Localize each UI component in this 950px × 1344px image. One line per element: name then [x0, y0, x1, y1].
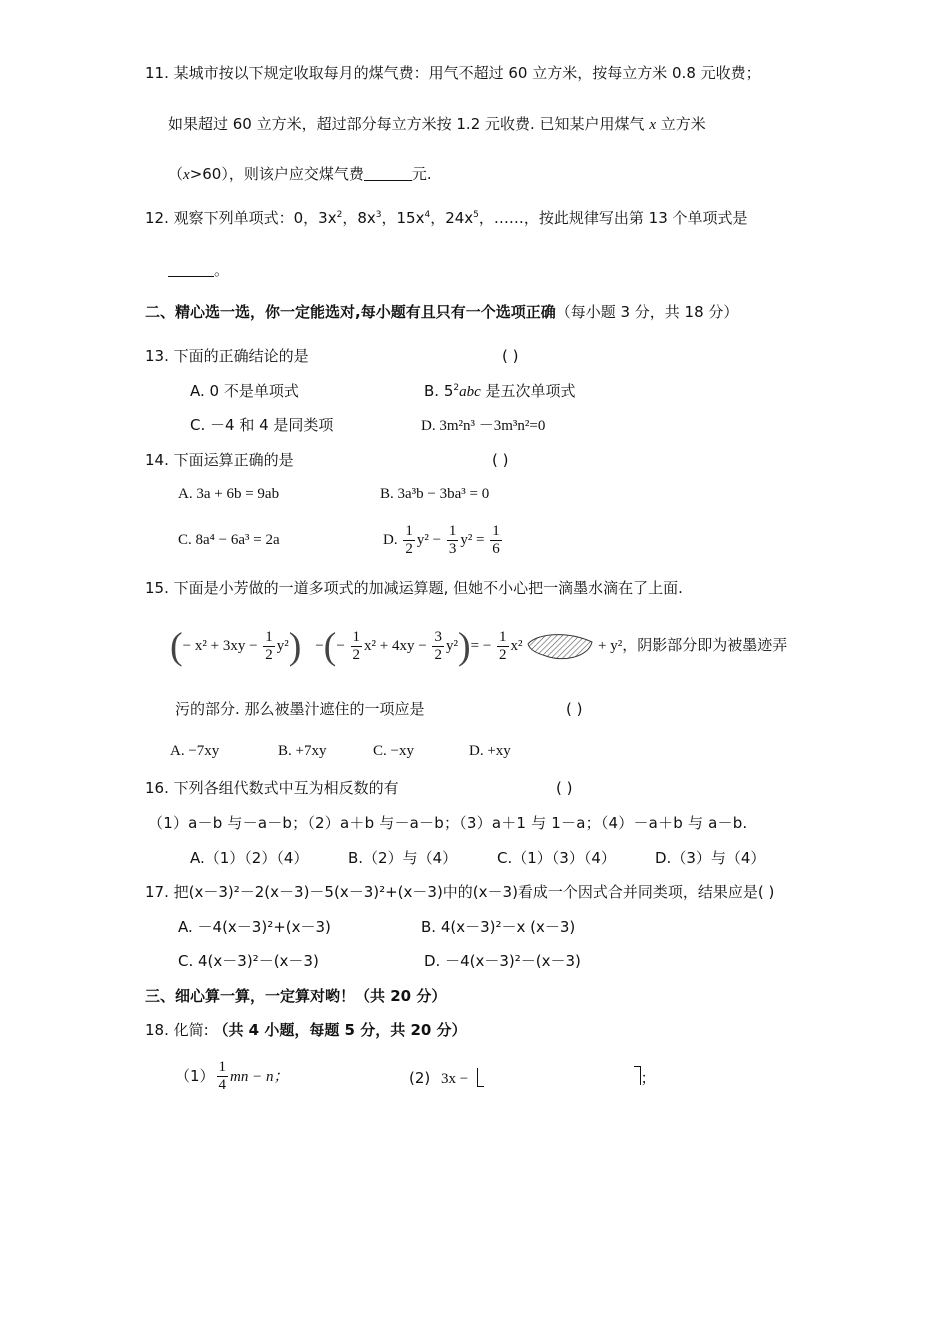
q12-exp1: 2: [336, 210, 343, 220]
q15-text: 15. 下面是小芳做的一道多项式的加减运算题, 但她不小心把一滴墨水滴在了上面.: [145, 579, 683, 597]
q14-d-term1: y² −: [416, 532, 445, 548]
q18-p2-end: ；: [640, 1069, 656, 1087]
q12-line2: [168, 260, 229, 280]
ink-blot-icon: [526, 632, 594, 662]
frac-num: 1: [499, 629, 507, 646]
q15-option-a[interactable]: [170, 741, 219, 761]
q13-b-suffix: 是五次单项式: [480, 382, 576, 400]
q13-option-d[interactable]: [421, 415, 545, 436]
q13-option-a[interactable]: [190, 381, 299, 401]
q14-text: 14. 下面运算正确的是: [145, 451, 294, 469]
section3-heading: [145, 986, 446, 1006]
q18-p2-label: (2): [409, 1069, 431, 1087]
q16-text: 16. 下列各组代数式中互为相反数的有: [145, 779, 399, 797]
q11-answer-blank[interactable]: [364, 166, 412, 181]
q17-option-b[interactable]: [421, 917, 575, 937]
frac-den: 3: [448, 541, 457, 558]
q14-d-frac2: [447, 523, 459, 558]
q15-c-text: C. −xy: [373, 743, 414, 759]
q14-a-text: A. 3a + 6b = 9ab: [178, 486, 280, 502]
q13-b-var: abc: [459, 384, 481, 400]
q16-option-d[interactable]: [655, 848, 765, 868]
q12-end: 。: [214, 261, 230, 279]
q12-term3: ，15x: [381, 209, 425, 227]
q14-paren: ( ): [492, 451, 509, 469]
section2-title: 二、精心选一选，你一定能选对,每小题有且只有一个选项正确: [145, 303, 556, 321]
frac-den: 2: [434, 647, 442, 664]
right-paren: ): [457, 625, 471, 668]
q15-a-text: A. −7xy: [170, 743, 220, 759]
q15-frac4: [497, 629, 509, 664]
q12-exp4: 5: [473, 210, 479, 220]
q16-items-text: （1）a－b 与－a－b；（2）a＋b 与－a－b；（3）a＋1 与 1－a；（4）－a＋b 与 a－b.: [148, 814, 748, 832]
q13-answer-paren[interactable]: [502, 346, 518, 366]
q18-part2: [409, 1066, 656, 1089]
q13-paren: ( ): [502, 347, 519, 365]
q16-paren: ( ): [556, 779, 573, 797]
q14-option-c[interactable]: [178, 530, 280, 550]
q18-p1-label: （1）: [175, 1067, 215, 1085]
q14-d-label: D.: [383, 532, 398, 548]
q17-a-text: A. －4(x－3)²+(x－3): [178, 918, 331, 936]
q13-b-exp: 2: [453, 383, 460, 393]
q13-stem: [145, 346, 309, 366]
q15-eqb: x²: [510, 638, 523, 654]
q17-option-d[interactable]: [424, 951, 581, 971]
bracket-left: [477, 1068, 484, 1087]
q12-answer-blank[interactable]: [168, 262, 214, 277]
q15-answer-paren[interactable]: [566, 699, 582, 719]
frac-num: 1: [492, 523, 500, 540]
q16-b-text: B.（2）与（4）: [348, 849, 458, 867]
q18-stem: [145, 1020, 467, 1040]
frac-num: 1: [448, 523, 457, 540]
q15-minus: −: [315, 638, 324, 654]
q16-items: [148, 813, 747, 833]
q12-term2: ，8x: [342, 209, 376, 227]
q11-var-x2: x: [183, 167, 190, 183]
frac-num: 1: [265, 629, 273, 646]
q15-frac1: [263, 629, 275, 664]
q18-prefix: 18. 化简:: [145, 1021, 214, 1039]
q11-line3-text: >60），则该户应交煤气费: [189, 165, 364, 183]
frac-num: 3: [434, 629, 442, 646]
q16-a-text: A.（1）（2）（4）: [190, 849, 309, 867]
q13-b-prefix: B. 5: [424, 382, 454, 400]
q16-option-c[interactable]: [497, 848, 616, 868]
frac-den: 2: [405, 541, 413, 558]
q15-stem: [145, 578, 683, 598]
q12-term4: ，24x: [430, 209, 474, 227]
frac-num: 1: [352, 629, 361, 646]
q14-c-text: C. 8a⁴ − 6a³ = 2a: [178, 532, 280, 548]
q15-option-c[interactable]: [373, 741, 414, 761]
q15-expr1: − x² + 3xy −: [182, 638, 262, 654]
q15-expression: [170, 622, 787, 670]
q11-unit: 元.: [411, 165, 432, 183]
q15-tail-text: ，阴影部分即为被墨迹弄: [622, 636, 788, 654]
frac-den: 2: [352, 647, 361, 664]
frac-num: 1: [218, 1059, 227, 1075]
q11-line2-tail: 立方米: [656, 115, 706, 133]
q14-option-b[interactable]: [380, 484, 489, 504]
q13-d-text: D. 3m²n³ －3m³n²=0: [421, 418, 546, 434]
q11-text: 11. 某城市按以下规定收取每月的煤气费：用气不超过 60 立方米，按每立方米 0.8 元收费；: [145, 64, 761, 82]
q18-part1: [175, 1054, 289, 1099]
q15-tail: + y²: [598, 638, 623, 654]
q15-d-text: D. +xy: [469, 743, 511, 759]
section2-heading: [145, 302, 738, 322]
q11-line2-text: 如果超过 60 立方米，超过部分每立方米按 1.2 元收费. 已知某户用煤气: [168, 115, 650, 133]
q17-c-text: C. 4(x－3)²－(x－3): [178, 952, 319, 970]
q15-frac2: [351, 629, 363, 664]
frac-den: 2: [265, 647, 273, 664]
q13-option-c[interactable]: [190, 415, 333, 435]
frac-den: 4: [218, 1077, 227, 1093]
q15-option-b[interactable]: [278, 741, 326, 761]
q14-stem: [145, 450, 294, 470]
q15-expr1b: y²: [276, 638, 289, 654]
q15-expr2b: x² + 4xy −: [364, 638, 431, 654]
q15-equals: = −: [470, 638, 496, 654]
frac-den: 2: [499, 647, 507, 664]
q15-line3-text: 污的部分. 那么被墨汁遮住的一项应是: [175, 700, 425, 718]
left-paren: (: [323, 625, 337, 668]
q18-scoring: （共 4 小题，每题 5 分，共 20 分）: [213, 1021, 467, 1039]
q18-p1-frac: [217, 1059, 229, 1094]
q12-prefix: 12. 观察下列单项式：0，3x: [145, 209, 337, 227]
q12-exp2: 3: [375, 210, 382, 220]
q16-option-a[interactable]: [190, 848, 308, 868]
q15-option-d[interactable]: [469, 741, 511, 761]
q16-d-text: D.（3）与（4）: [655, 849, 766, 867]
q11-paren-open: （: [168, 165, 184, 183]
q13-c-text: C. －4 和 4 是同类项: [190, 416, 334, 434]
q15-line3: [175, 699, 425, 719]
section3-title: 三、细心算一算，一定算对哟！（共 20 分）: [145, 987, 447, 1005]
q17-d-text: D. －4(x－3)²－(x－3): [424, 952, 581, 970]
q14-d-term2: y² =: [460, 532, 489, 548]
q14-option-d[interactable]: [383, 518, 504, 562]
q12-exp3: 4: [424, 210, 431, 220]
frac-den: 6: [492, 541, 500, 558]
right-paren: ): [288, 625, 302, 668]
q18-p1-expr: mn − n；: [230, 1069, 289, 1085]
q12-suffix: ，……，按此规律写出第 13 个单项式是: [478, 209, 748, 227]
q16-option-b[interactable]: [348, 848, 457, 868]
q12-line1: [145, 208, 748, 228]
q11-line2: [168, 114, 706, 135]
section2-scoring: （每小题 3 分，共 18 分）: [555, 303, 739, 321]
q18-p2-expr: 3x −: [441, 1071, 469, 1087]
q16-c-text: C.（1）（3）（4）: [497, 849, 616, 867]
q11-line3: [168, 164, 432, 185]
q17-option-c[interactable]: [178, 951, 319, 971]
q15-expr2c: y²: [445, 638, 458, 654]
q14-b-text: B. 3a³b − 3ba³ = 0: [380, 486, 490, 502]
q17-b-text: B. 4(x－3)²－x (x－3): [421, 918, 576, 936]
q13-option-b[interactable]: [424, 381, 576, 402]
q15-frac3: [432, 629, 444, 664]
q15-paren: ( ): [566, 700, 583, 718]
q15-expr2: −: [336, 638, 349, 654]
q14-d-frac1: [403, 523, 415, 558]
bracket-right: [634, 1066, 641, 1085]
q11-var-x: x: [649, 117, 656, 133]
q16-stem: [145, 778, 399, 798]
left-paren: (: [170, 625, 183, 668]
q17-option-a[interactable]: [178, 917, 331, 937]
q16-answer-paren[interactable]: [556, 778, 572, 798]
q13-a-text: A. 0 不是单项式: [190, 382, 299, 400]
q13-text: 13. 下面的正确结论的是: [145, 347, 309, 365]
q11-line1: [145, 63, 761, 83]
frac-num: 1: [405, 523, 413, 540]
q17-stem: [145, 882, 774, 902]
q14-d-frac3: [490, 523, 502, 558]
q14-answer-paren[interactable]: [492, 450, 508, 470]
q17-text: 17. 把(x－3)²－2(x－3)－5(x－3)²+(x－3)中的(x－3)看成一个因式合并同类项，结果应是( ): [145, 883, 775, 901]
q15-b-text: B. +7xy: [278, 743, 327, 759]
q14-option-a[interactable]: [178, 484, 279, 504]
